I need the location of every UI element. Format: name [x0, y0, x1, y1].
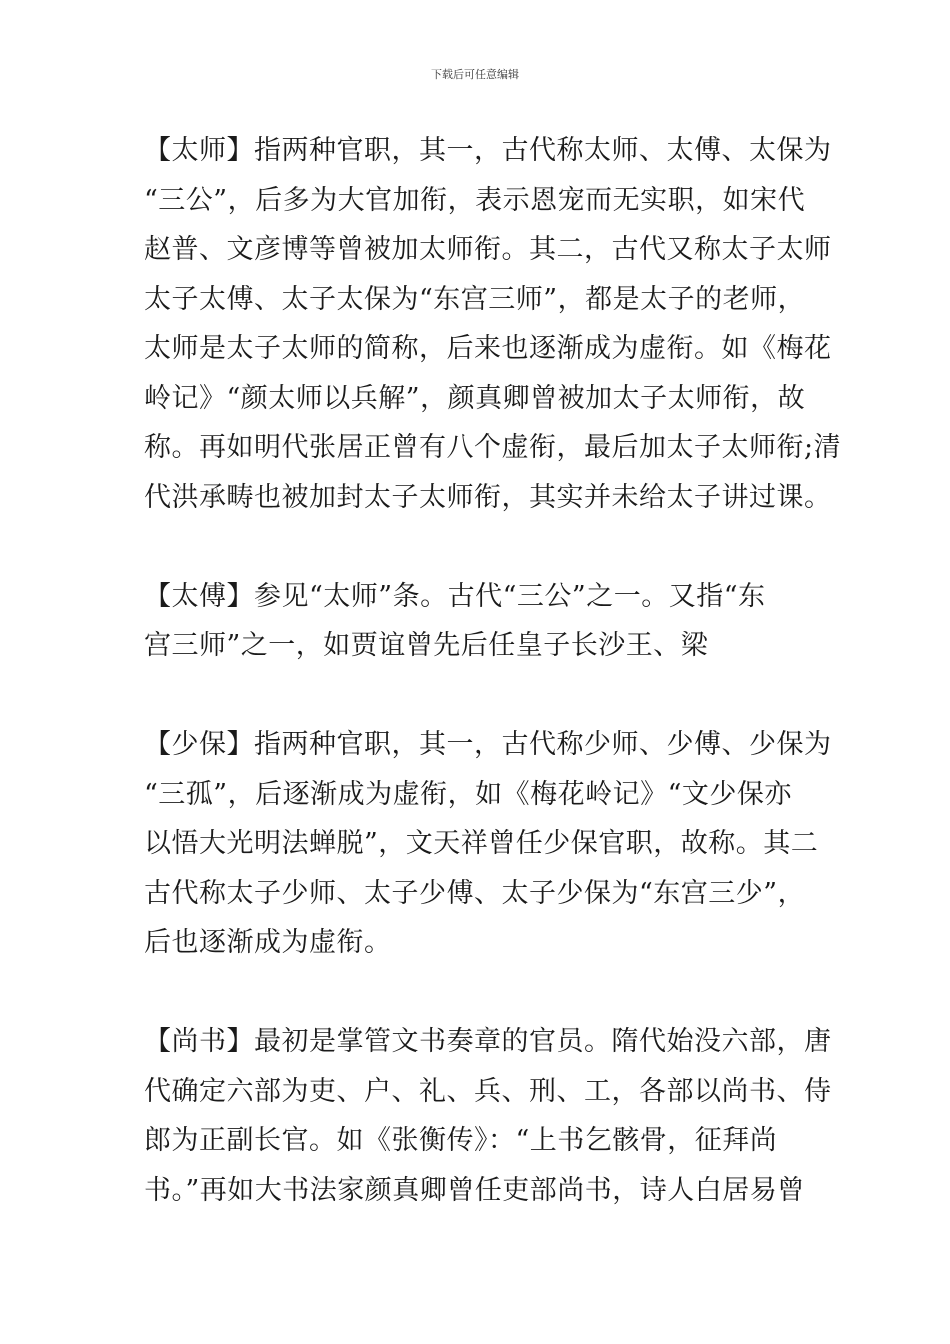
text-line: 太子太傅、太子太保为“东宫三师”，都是太子的老师， — [144, 283, 806, 315]
text-line: 以悟大光明法蝉脱”，文天祥曾任少保官职，故称。其二 — [144, 828, 819, 859]
text-line: 【太师】指两种官职，其一，古代称太师、太傅、太保为 — [144, 135, 832, 166]
text-line: 书。”再如大书法家颜真卿曾任吏部尚书，诗人白居易曾 — [144, 1174, 805, 1206]
text-line: 赵普、文彦博等曾被加太师衔。其二，古代又称太子太师 — [144, 234, 832, 265]
text-line: 代确定六部为吏、户、礼、兵、刑、工，各部以尚书、侍 — [144, 1075, 832, 1107]
text-line: 【少保】指两种官职，其一，古代称少师、少傅、少保为 — [144, 729, 832, 760]
document-body — [144, 126, 842, 1215]
text-line: “三公”，后多为大官加衔，表示恩宠而无实职，如宋代 — [144, 184, 806, 216]
text-line: “三孤”，后逐渐成为虚衔，如《梅花岭记》“文少保亦 — [144, 778, 792, 810]
text-line: 【太傅】参见“太师”条。古代“三公”之一。又指“东 — [144, 580, 766, 612]
paragraph-shaobao — [144, 720, 832, 968]
text-line: 岭记》“颜太师以兵解”，颜真卿曾被加太子太师衔，故 — [144, 382, 806, 414]
text-line: 太师是太子太师的简称，后来也逐渐成为虚衔。如《梅花 — [144, 333, 832, 364]
text-line: 代洪承畴也被加封太子太师衔，其实并未给太子讲过课。 — [144, 481, 832, 513]
text-line: 古代称太子少师、太子少傅、太子少保为“东宫三少”， — [144, 877, 806, 909]
paragraph-taifu — [144, 572, 808, 671]
text-line: 称。再如明代张居正曾有八个虚衔，最后加太子太师衔;清 — [144, 432, 842, 463]
text-line: 宫三师”之一，如贾谊曾先后任皇子长沙王、梁 — [144, 630, 709, 661]
text-line: 后也逐渐成为虚衔。 — [144, 927, 392, 958]
page-header: 下载后可任意编辑 — [431, 68, 519, 81]
text-line: 【尚书】最初是掌管文书奏章的官员。隋代始没六部，唐 — [144, 1026, 832, 1057]
paragraph-taishi — [144, 126, 842, 522]
paragraph-shangshu — [144, 1017, 832, 1215]
text-line: 郎为正副长官。如《张衡传》：“上书乞骸骨，征拜尚 — [144, 1125, 778, 1156]
